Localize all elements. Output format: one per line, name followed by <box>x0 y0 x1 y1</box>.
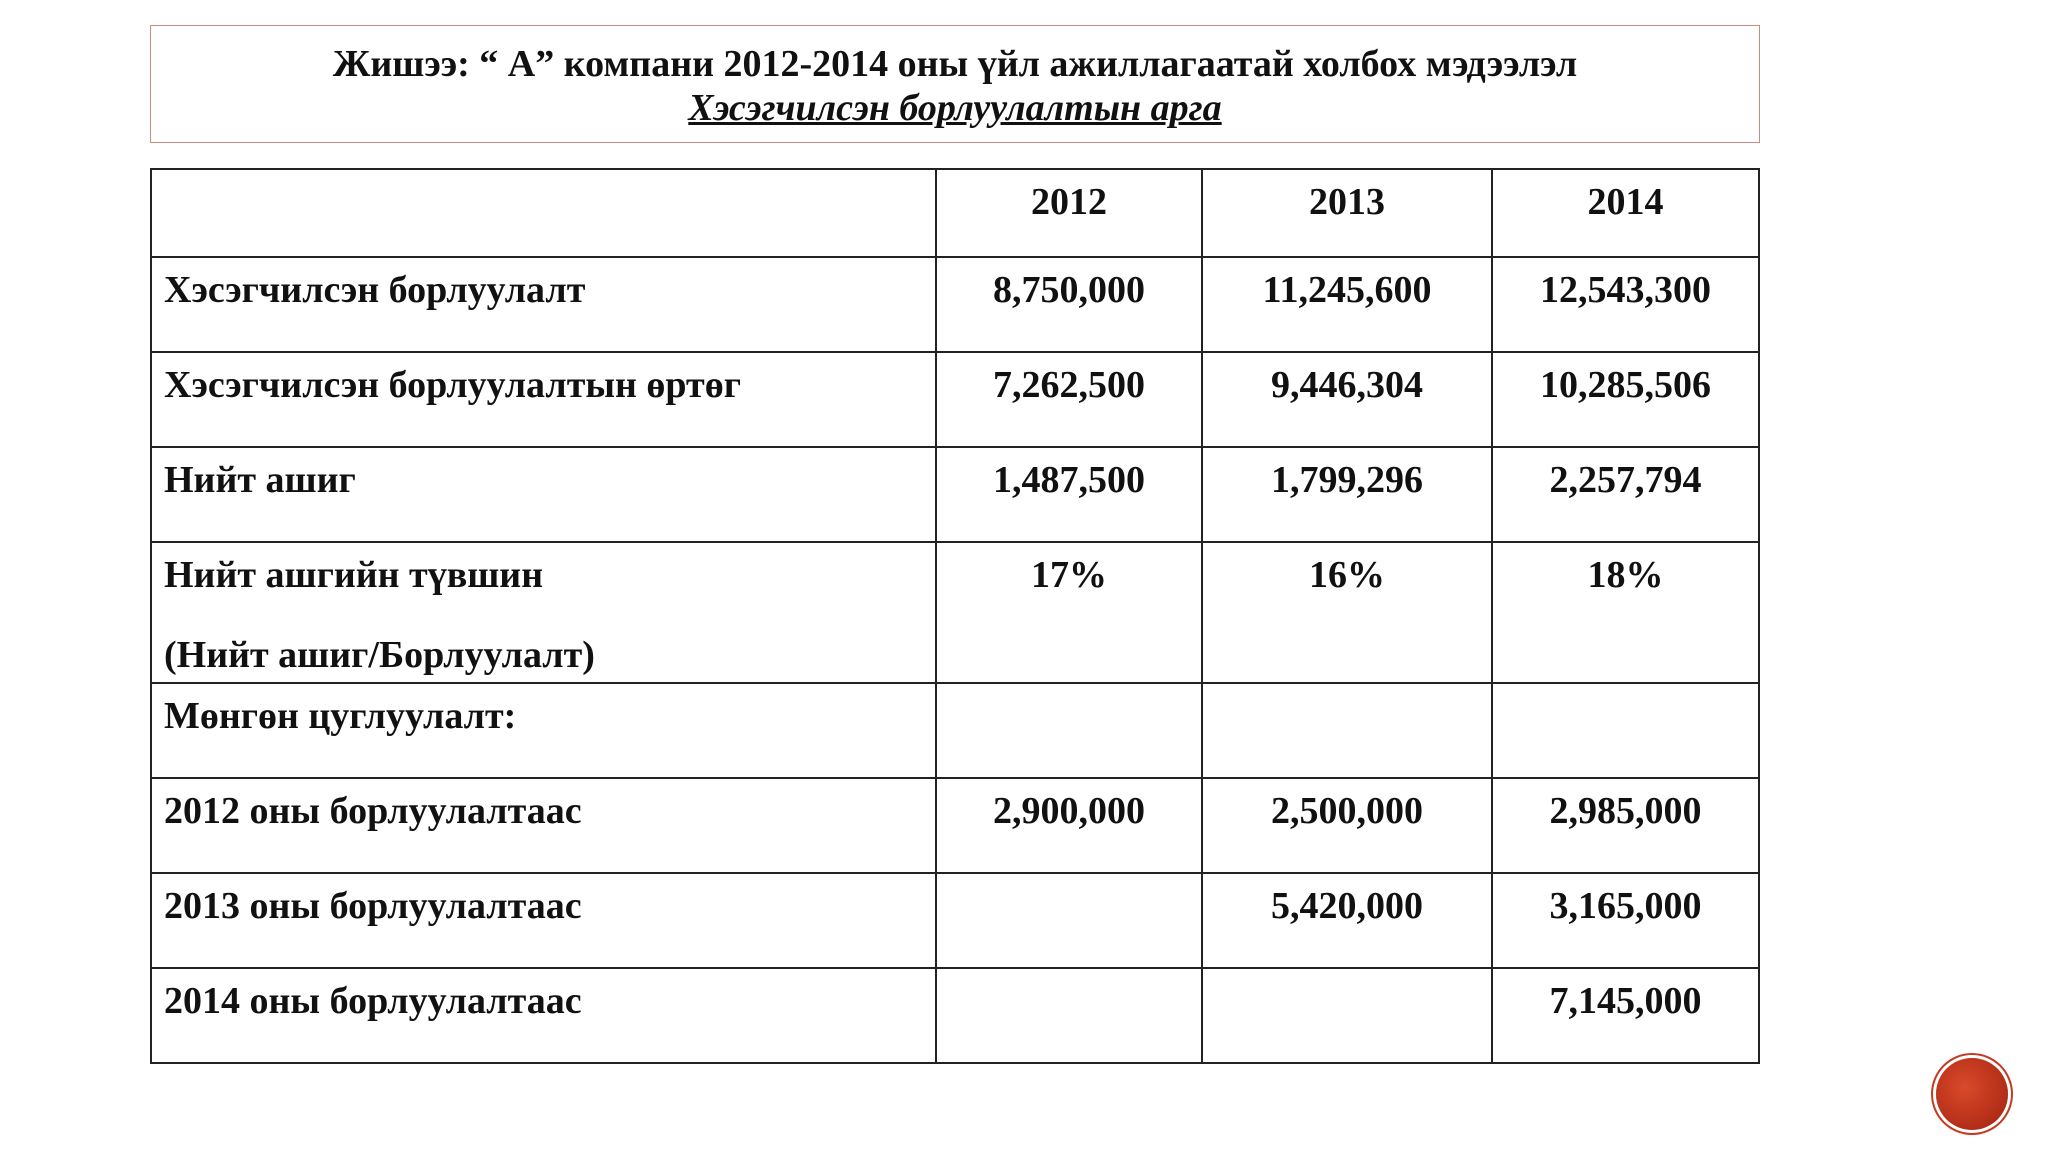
row-label: Хэсэгчилсэн борлуулалтын өртөг <box>151 352 936 447</box>
next-slide-button[interactable] <box>1936 1058 2008 1130</box>
title-box <box>150 25 1760 143</box>
cell-2012 <box>936 873 1202 968</box>
header-2013: 2013 <box>1202 169 1492 257</box>
cell-2014: 7,145,000 <box>1492 968 1759 1063</box>
cell-2014: 2,985,000 <box>1492 778 1759 873</box>
cell-2013: 1,799,296 <box>1202 447 1492 542</box>
cell-2014: 18% <box>1492 542 1759 683</box>
slide-title: Жишээ: “ А” компани 2012-2014 оны үйл ажиллагаатай холбох мэдээлэл <box>332 43 1578 85</box>
cell-2012: 7,262,500 <box>936 352 1202 447</box>
cell-2013 <box>1202 968 1492 1063</box>
slide-subtitle: Хэсэгчилсэн борлуулалтын арга <box>688 87 1222 129</box>
cell-2012: 1,487,500 <box>936 447 1202 542</box>
cell-2013: 5,420,000 <box>1202 873 1492 968</box>
header-empty-cell <box>151 169 936 257</box>
table-row <box>151 683 1759 778</box>
row-label-line2: (Нийт ашиг/Борлуулалт) <box>164 634 595 676</box>
cell-2012: 8,750,000 <box>936 257 1202 352</box>
table-row <box>151 542 1759 683</box>
table-row <box>151 968 1759 1063</box>
row-label-line1: Нийт ашгийн түвшин <box>164 554 544 596</box>
table-row <box>151 873 1759 968</box>
row-label: Мөнгөн цуглуулалт: <box>151 683 936 778</box>
row-label: 2013 оны борлуулалтаас <box>151 873 936 968</box>
header-2014: 2014 <box>1492 169 1759 257</box>
cell-2013: 11,245,600 <box>1202 257 1492 352</box>
row-label: Нийт ашиг <box>151 447 936 542</box>
table-row <box>151 447 1759 542</box>
cell-2012: 17% <box>936 542 1202 683</box>
cell-2013: 2,500,000 <box>1202 778 1492 873</box>
table-header-row <box>151 169 1759 257</box>
table-row <box>151 257 1759 352</box>
cell-2012 <box>936 968 1202 1063</box>
cell-2013: 16% <box>1202 542 1492 683</box>
cell-2012: 2,900,000 <box>936 778 1202 873</box>
row-label <box>151 542 936 683</box>
cell-2012 <box>936 683 1202 778</box>
cell-2014: 2,257,794 <box>1492 447 1759 542</box>
cell-2014: 12,543,300 <box>1492 257 1759 352</box>
table-row <box>151 352 1759 447</box>
cell-2014: 3,165,000 <box>1492 873 1759 968</box>
cell-2014 <box>1492 683 1759 778</box>
cell-2013 <box>1202 683 1492 778</box>
cell-2014: 10,285,506 <box>1492 352 1759 447</box>
cell-2013: 9,446,304 <box>1202 352 1492 447</box>
row-label: Хэсэгчилсэн борлуулалт <box>151 257 936 352</box>
header-2012: 2012 <box>936 169 1202 257</box>
table-row <box>151 778 1759 873</box>
row-label: 2014 оны борлуулалтаас <box>151 968 936 1063</box>
row-label: 2012 оны борлуулалтаас <box>151 778 936 873</box>
data-table <box>150 168 1760 1064</box>
